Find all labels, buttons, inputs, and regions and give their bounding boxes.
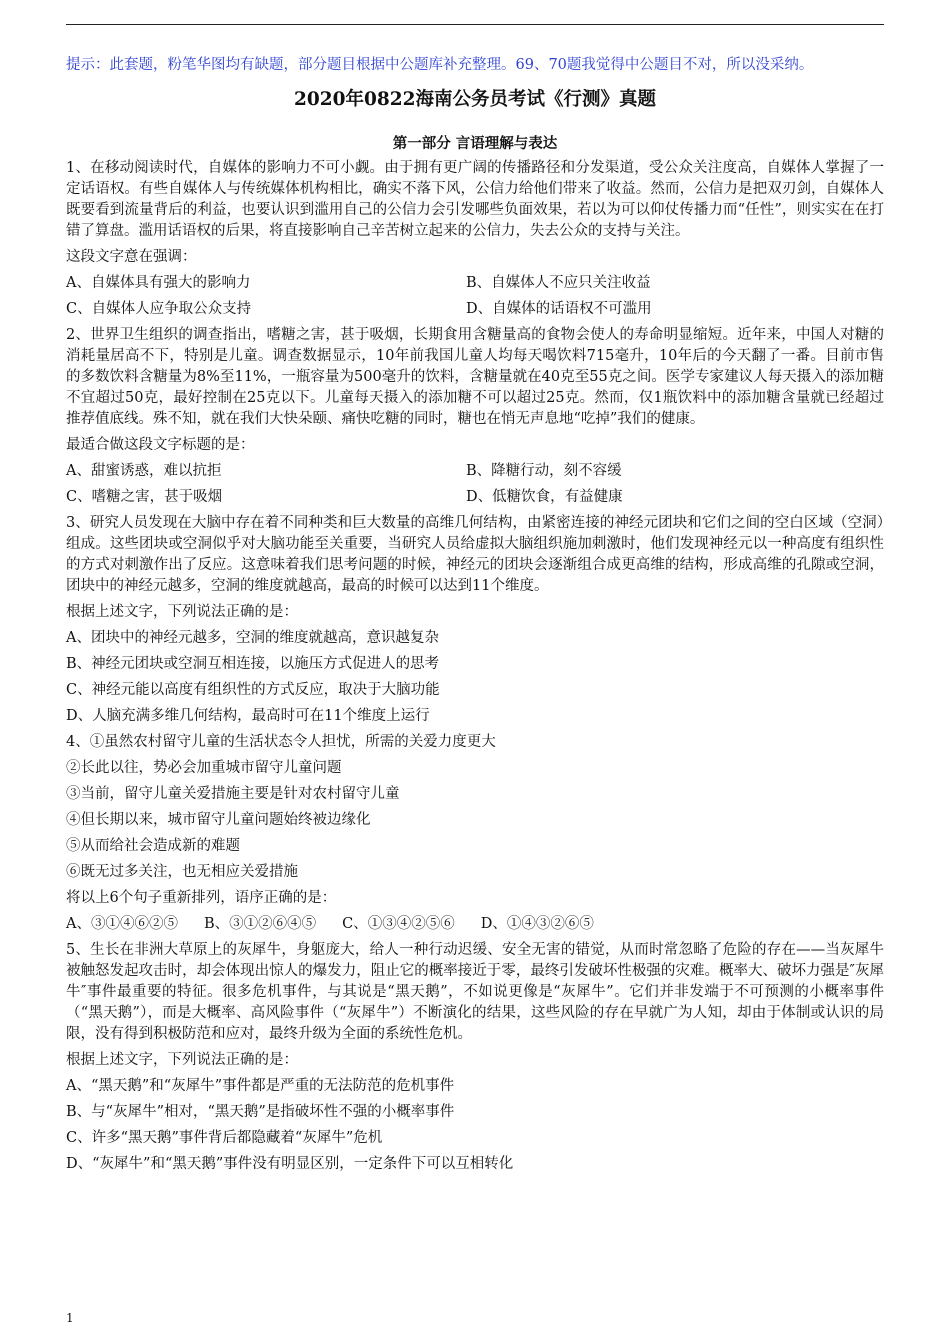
options	[66, 273, 884, 320]
document-body	[66, 54, 884, 1180]
option-b: B、神经元团块或空洞互相连接，以施压方式促进人的思考	[66, 656, 440, 672]
option-b: B、降糖行动，刻不容缓	[466, 463, 622, 479]
section-title: 第一部分 言语理解与表达	[392, 135, 558, 152]
sentence-3: ③当前，留守儿童关爱措施主要是针对农村留守儿童	[66, 786, 400, 802]
option-a: A、团块中的神经元越多，空洞的维度就越高，意识越复杂	[66, 630, 439, 646]
question-stem: 3、研究人员发现在大脑中存在着不同种类和巨大数量的高维几何结构，由紧密连接的神经元团块和它们之间的空白区域（空洞）组成。这些团块或空洞似乎对大脑功能至关重要，当研究人员给虚拟大脑组织施加刺激时，他们发现神经元以一种高度有组织性的方式对刺激作出了反应。这意味着我们思考问题的时候，神经元的团块会逐渐组合成更高维的结构，形成高维的孔隙或空洞，团块中的神经元越多，空洞的维度就越高，最高的时候可以达到11个维度。	[66, 515, 884, 594]
sentence-2: ②长此以往，势必会加重城市留守儿童问题	[66, 760, 342, 776]
sentence-5: ⑤从而给社会造成新的难题	[66, 838, 240, 854]
option-a: A、“黑天鹅”和“灰犀牛”事件都是严重的无法防范的危机事件	[66, 1078, 455, 1094]
question-1	[66, 158, 884, 320]
options	[66, 1076, 884, 1175]
option-a: A、甜蜜诱惑，难以抗拒	[66, 463, 222, 479]
option-d: D、“灰犀牛”和“黑天鹅”事件没有明显区别，一定条件下可以互相转化	[66, 1156, 514, 1172]
options	[66, 628, 884, 727]
question-3	[66, 513, 884, 727]
exam-title: 2020年0822海南公务员考试《行测》真题	[294, 89, 656, 110]
option-a: A、③①④⑥②⑤	[66, 916, 178, 932]
options	[66, 914, 884, 935]
option-b: B、与“灰犀牛”相对，“黑天鹅”是指破坏性不强的小概率事件	[66, 1104, 455, 1120]
option-d: D、人脑充满多维几何结构，最高时可在11个维度上运行	[66, 708, 430, 724]
question-stem: 2、世界卫生组织的调查指出，嗜糖之害，甚于吸烟，长期食用含糖量高的食物会使人的寿命明显缩短。近年来，中国人对糖的消耗量居高不下，特别是儿童。调查数据显示，10年前我国儿童人均每天喝饮料715毫升，10年后的今天翻了一番。目前市售的多数饮料含糖量为8%至11%，一瓶容量为500毫升的饮料，含糖量就在40克至55克之间。医学专家建议人每天摄入的添加糖不宜超过50克，最好控制在25克以下。儿童每天摄入的添加糖不可以超过25克。然而，仅1瓶饮料中的添加糖含量就已经超过推荐值底线。殊不知，就在我们大快朵颐、痛快吃糖的同时，糖也在悄无声息地“吃掉”我们的健康。	[66, 327, 884, 427]
header-rule	[66, 24, 884, 25]
page-number: 1	[66, 1311, 74, 1325]
question-5	[66, 940, 884, 1175]
sentence-6: ⑥既无过多关注，也无相应关爱措施	[66, 864, 298, 880]
question-stem: 5、生长在非洲大草原上的灰犀牛，身躯庞大，给人一种行动迟缓、安全无害的错觉，从而时常忽略了危险的存在——当灰犀牛被触怒发起攻击时，却会体现出惊人的爆发力，阻止它的概率接近于零，最终引发破坏性极强的灾难。概率大、破坏力强是″灰犀牛″事件最重要的特征。很多危机事件，与其说是“黑天鹅”，不如说更像是“灰犀牛”。它们并非发端于不可预测的小概率事件（“黑天鹅”），而是大概率、高风险事件（“灰犀牛”）不断演化的结果，这些风险的存在早就广为人知，却由于体制或认识的局限，没有得到积极防范和应对，最终升级为全面的系统性危机。	[66, 942, 884, 1042]
notice-text: 提示：此套题，粉笔华图均有缺题，部分题目根据中公题库补充整理。69、70题我觉得中公题目不对，所以没采纳。	[66, 57, 814, 73]
options	[66, 461, 884, 508]
option-c: C、神经元能以高度有组织性的方式反应，取决于大脑功能	[66, 682, 440, 698]
option-d: D、①④③②⑥⑤	[480, 916, 594, 932]
option-b: B、自媒体人不应只关注收益	[466, 275, 651, 291]
option-c: C、嗜糖之害，甚于吸烟	[66, 489, 223, 505]
question-4	[66, 732, 884, 935]
question-prompt: 根据上述文字，下列说法正确的是：	[66, 1052, 298, 1068]
sentence-4: ④但长期以来，城市留守儿童问题始终被边缘化	[66, 812, 371, 828]
option-d: D、自媒体的话语权不可滥用	[466, 301, 652, 317]
question-2	[66, 325, 884, 508]
option-c: C、自媒体人应争取公众支持	[66, 301, 252, 317]
sentence-1: 4、①虽然农村留守儿童的生活状态令人担忧，所需的关爱力度更大	[66, 734, 496, 750]
option-b: B、③①②⑥④⑤	[203, 916, 317, 932]
question-prompt: 根据上述文字，下列说法正确的是：	[66, 604, 298, 620]
question-prompt: 将以上6个句子重新排列，语序正确的是：	[66, 890, 337, 906]
option-d: D、低糖饮食，有益健康	[466, 489, 623, 505]
option-a: A、自媒体具有强大的影响力	[66, 275, 251, 291]
question-prompt: 这段文字意在强调：	[66, 249, 197, 265]
option-c: C、许多“黑天鹅”事件背后都隐藏着“灰犀牛”危机	[66, 1130, 383, 1146]
option-c: C、①③④②⑤⑥	[342, 916, 455, 932]
question-prompt: 最适合做这段文字标题的是：	[66, 437, 255, 453]
question-stem: 1、在移动阅读时代，自媒体的影响力不可小觑。由于拥有更广阔的传播路径和分发渠道，受公众关注度高，自媒体人掌握了一定话语权。有些自媒体人与传统媒体机构相比，确实不落下风，公信力给他们带来了收益。然而，公信力是把双刃剑，自媒体人既要看到流量背后的利益，也要认识到滥用自己的公信力会引发哪些负面效果，若以为可以仰仗传播力而“任性”，则实实在在打错了算盘。滥用话语权的后果，将直接影响自己辛苦树立起来的公信力，失去公众的支持与关注。	[66, 160, 884, 239]
